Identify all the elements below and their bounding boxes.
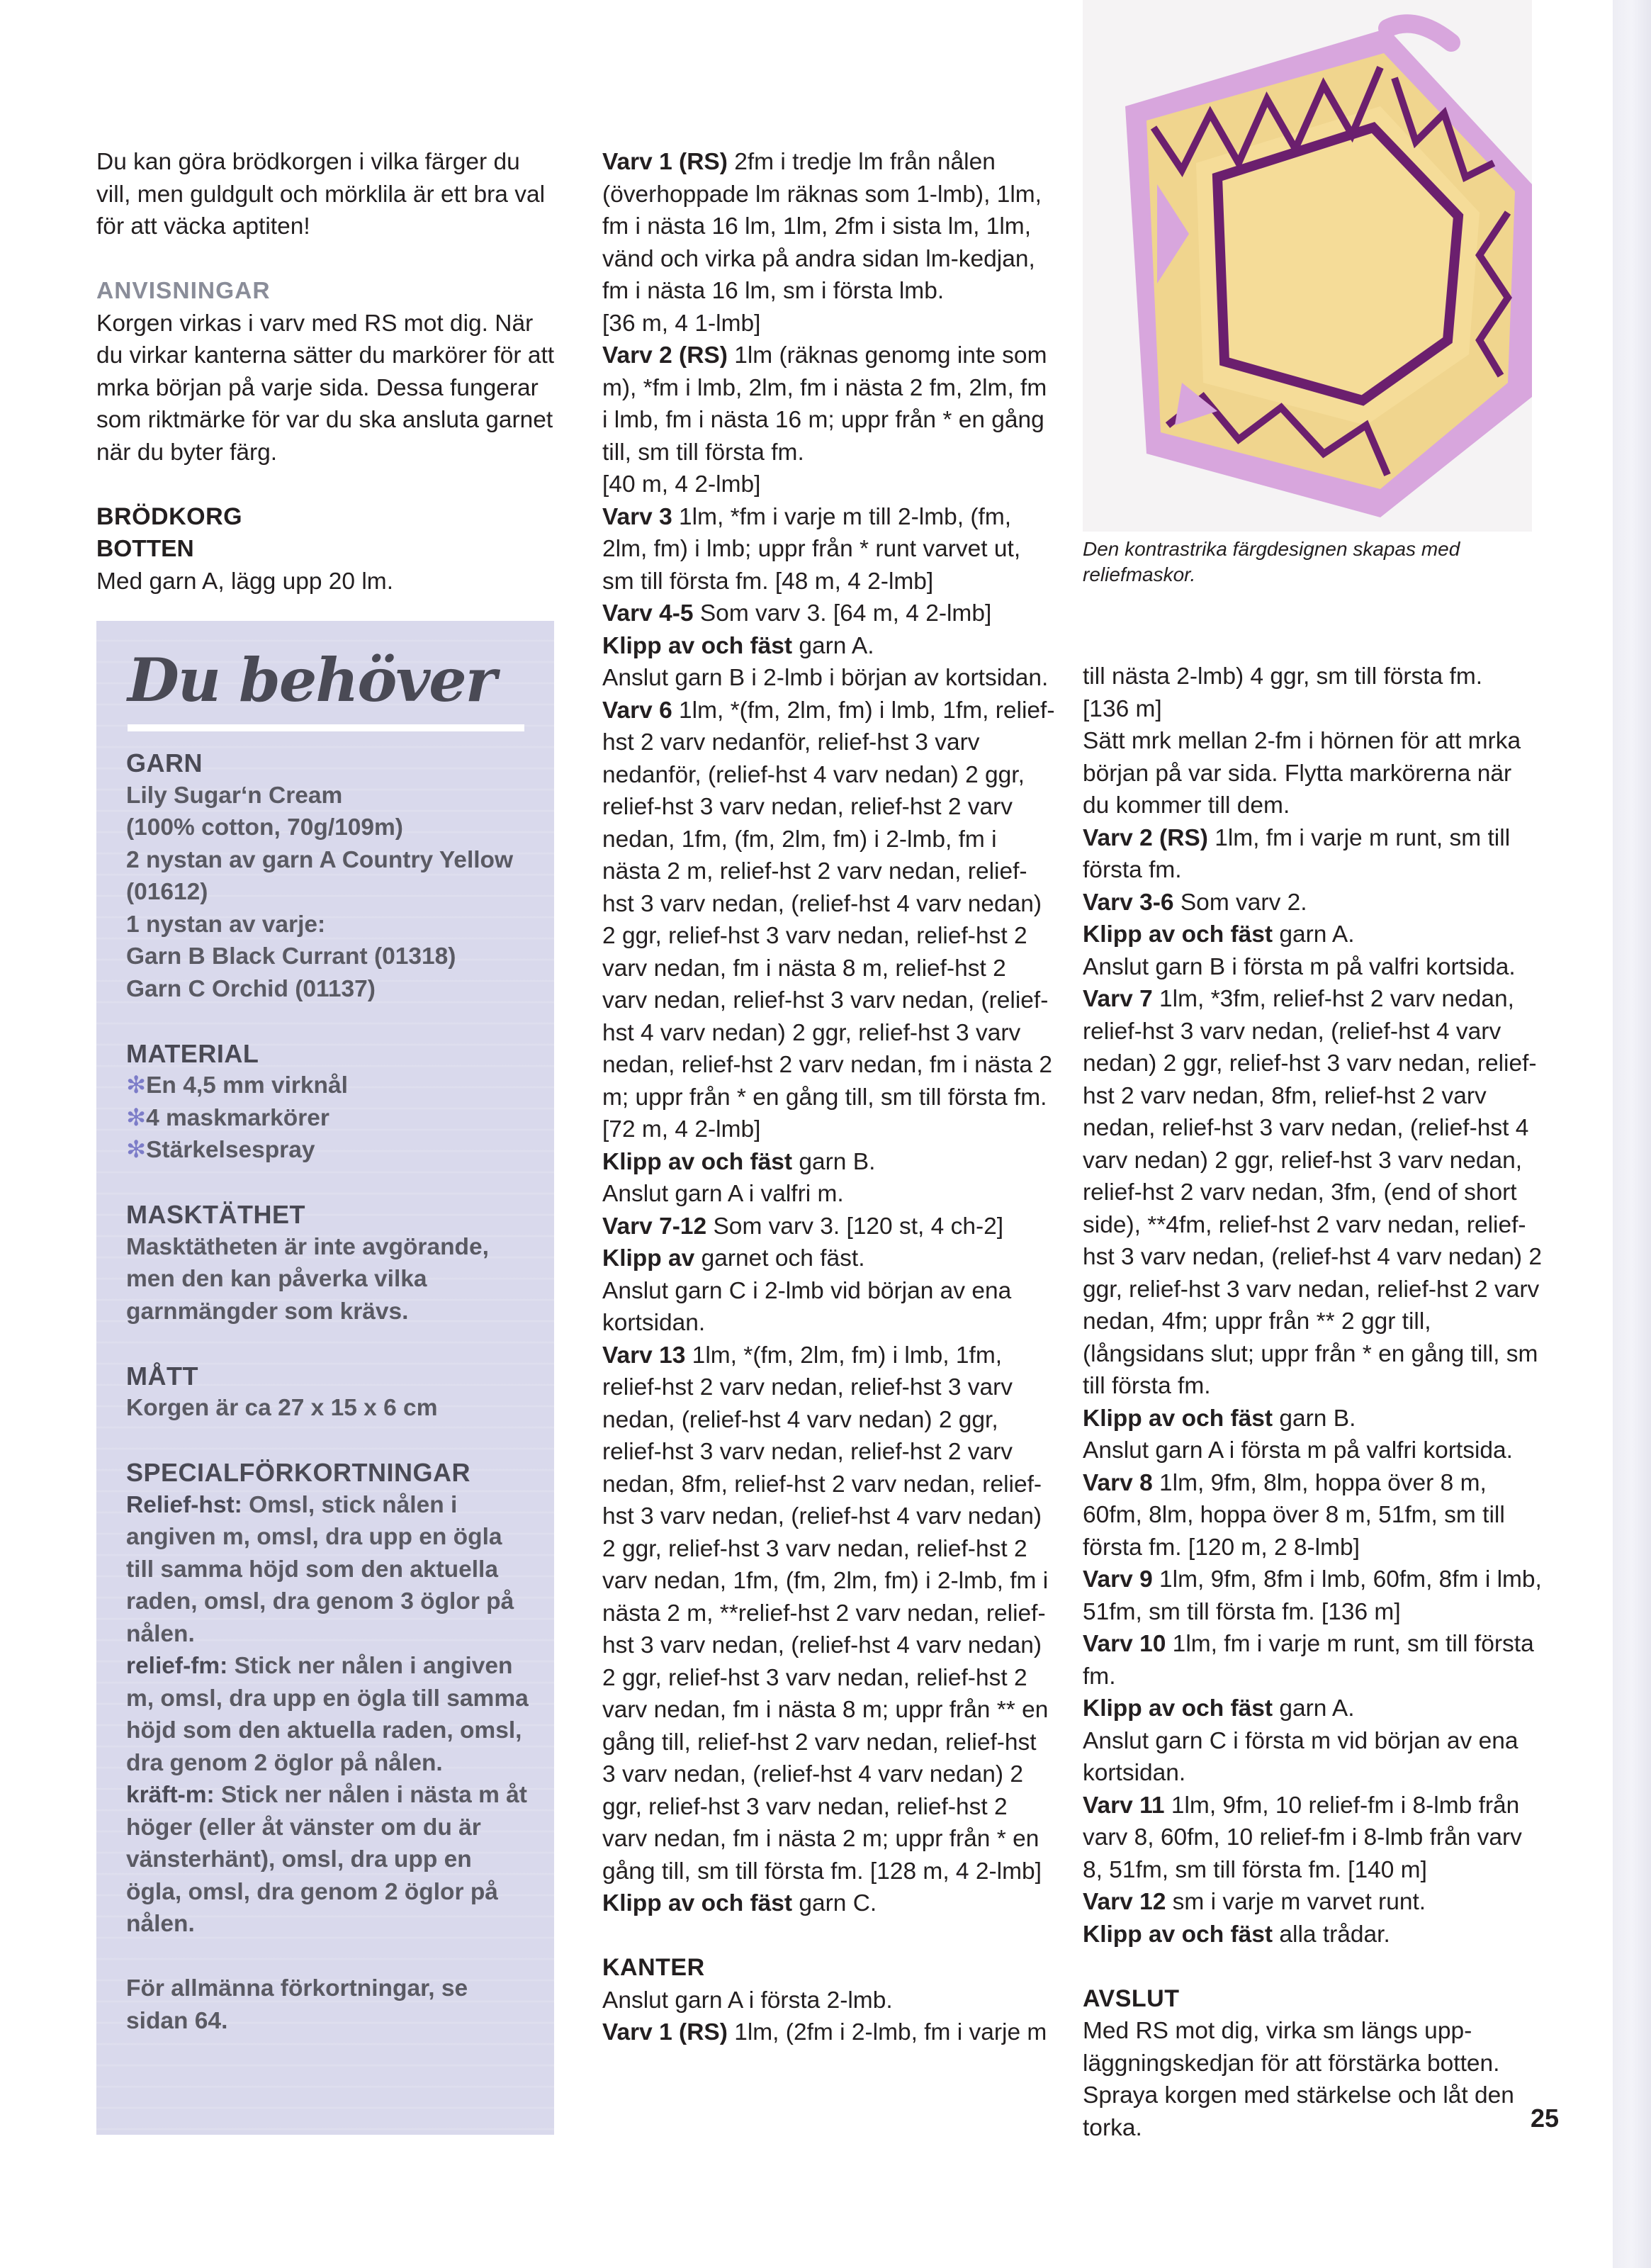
instruction-paragraph	[602, 1984, 1056, 2017]
instruction-paragraph	[1083, 693, 1543, 726]
instruction-text: Anslut garn C i 2-lmb vid början av ena kortsidan.	[602, 1277, 1012, 1336]
instruction-text: Anslut garn A i första m på valfri kortsida.	[1083, 1437, 1513, 1464]
instruction-text: [72 m, 4 2-lmb]	[602, 1116, 761, 1143]
instruction-paragraph	[602, 630, 1056, 663]
instruction-label: Varv 1 (RS)	[602, 149, 728, 175]
instruction-text: 1lm, *(fm, 2lm, fm) i lmb, 1fm, relief-hst 2 varv nedan, relief-hst 3 varv nedan, (relief-hst 4 varv nedan) 2 ggr, relief-hst 3 varv nedan, relief-hst 2 varv nedan, 8fm, relief-hst 2 varv nedan, relief-hst 3 varv nedan, (relief-hst 4 varv nedan) 2 ggr, relief-hst 3 varv nedan, relief-hst 2 varv nedan, 1fm, (fm, 2lm, fm) i 2-lmb, fm i nästa 2 m, **relief-hst 2 varv nedan, relief-hst 3 varv nedan, (relief-hst 4 varv nedan) 2 ggr, relief-hst 3 varv nedan, relief-hst 2 varv nedan, fm i nästa 8 m; uppr från ** en gång till, relief-hst 2 varv nedan, relief-hst 3 varv nedan, (relief-hst 4 varv nedan) 2 ggr, relief-hst 3 varv nedan, relief-hst 2 varv nedan, fm i nästa 2 m; uppr från * en gång till, sm till första fm. [128 m, 4 2-lmb]	[602, 1342, 1049, 1885]
instruction-paragraph	[1083, 1692, 1543, 1725]
instruction-text: 1lm (räknas genomg inte som m), *fm i lmb, 2lm, fm i nästa 2 fm, 2lm, fm i lmb, fm i nästa 16 m; uppr från * en gång till, sm till första fm.	[602, 342, 1047, 466]
instruction-paragraph	[1083, 1725, 1543, 1790]
asterisk-bullet-icon: ✻	[126, 1104, 147, 1131]
instruction-paragraph	[602, 501, 1056, 598]
instruction-paragraph	[602, 1242, 1056, 1275]
instruction-paragraph	[602, 2016, 1056, 2049]
asterisk-bullet-icon: ✻	[126, 1072, 147, 1099]
instruction-text: sm i varje m varvet runt.	[1166, 1889, 1426, 1915]
instruction-text: [40 m, 4 2-lmb]	[602, 471, 761, 498]
instruction-paragraph	[602, 1146, 1056, 1179]
materials-sidebar	[96, 621, 554, 2135]
botten-subheading: BOTTEN	[96, 536, 194, 562]
instruction-label: Klipp av och fäst	[1083, 1921, 1273, 1948]
abbreviation-definition	[126, 1779, 530, 1941]
instruction-label: Klipp av och fäst	[602, 1148, 793, 1175]
instruction-text: garn A.	[1273, 1695, 1355, 1722]
instruction-paragraph	[602, 1340, 1056, 1888]
instruction-text: Som varv 3. [120 st, 4 ch-2]	[706, 1213, 1004, 1240]
instruction-text: till nästa 2-lmb) 4 ggr, sm till första fm.	[1083, 663, 1483, 690]
abbreviation-term: Relief-hst:	[126, 1491, 242, 1518]
instruction-text: Sätt mrk mellan 2-fm i hörnen för att mrka början på var sida. Flytta markörerna när du kommer till dem.	[1083, 728, 1521, 819]
instruction-label: Varv 11	[1083, 1792, 1165, 1819]
sidebar-title-rule	[128, 724, 524, 731]
special-abbreviations	[126, 1489, 530, 1941]
instruction-text: 1lm, *(fm, 2lm, fm) i lmb, 1fm, relief-hst 2 varv nedanför, relief-hst 3 varv nedanför, (relief-hst 4 varv nedan) 2 ggr, relief-hst 3 varv nedan, relief-hst 2 varv nedan, 1fm, (fm, 2lm, fm) i 2-lmb, fm i nästa 2 m, relief-hst 2 varv nedan, relief-hst 3 varv nedan, (relief-hst 4 varv nedan) 2 ggr, relief-hst 3 varv nedan, relief-hst 2 varv nedan, fm i nästa 8 m, relief-hst 2 varv nedan, relief-hst 3 varv nedan, (relief-hst 4 varv nedan) 2 ggr, relief-hst 3 varv nedan, relief-hst 2 varv nedan, fm i nästa 2 m; uppr från * en gång till, sm till första fm.	[602, 697, 1055, 1111]
crochet-basket-illustration	[1083, 0, 1532, 532]
instruction-text: garn A.	[792, 632, 874, 659]
instruction-text: 1lm, *fm i varje m till 2-lmb, (fm, 2lm, fm) i lmb; uppr från * runt varvet ut, sm till första fm. [48 m, 4 2-lmb]	[602, 503, 1021, 595]
instruction-paragraph	[602, 339, 1056, 468]
instruction-label: Varv 6	[602, 697, 672, 724]
bread-basket-photo	[1083, 0, 1532, 532]
instruction-text: 1lm, 9fm, 8fm i lmb, 60fm, 8fm i lmb, 51fm, sm till första fm. [136 m]	[1083, 1566, 1542, 1625]
instruction-text: garn B.	[792, 1148, 876, 1175]
instruction-paragraph	[1083, 983, 1543, 1403]
instruction-paragraph	[1083, 725, 1543, 822]
botten-text: Med garn A, lägg upp 20 lm.	[96, 568, 394, 595]
instruction-paragraph	[602, 662, 1056, 695]
instruction-label: Varv 9	[1083, 1566, 1153, 1593]
instruction-label: Varv 13	[602, 1342, 686, 1369]
instruction-text: 1lm, fm i varje m runt, sm till första fm.	[1083, 824, 1511, 883]
instruction-paragraph	[1083, 1403, 1543, 1435]
abbreviation-definition	[126, 1489, 530, 1651]
garn-heading: GARN	[126, 748, 203, 777]
instruction-label: Varv 3	[602, 503, 672, 530]
instruction-paragraph	[1083, 1435, 1543, 1467]
material-item	[126, 1102, 530, 1135]
instruction-paragraph	[602, 695, 1056, 1114]
section-heading: AVSLUT	[1083, 1984, 1180, 2012]
instruction-label: Varv 1 (RS)	[602, 2019, 728, 2045]
section-heading: KANTER	[602, 1954, 705, 1981]
page-number: 25	[1531, 2104, 1560, 2133]
instruction-text: 1lm, (2fm i 2-lmb, fm i varje m	[727, 2019, 1047, 2045]
masktathet-heading: MASKTÄTHET	[126, 1200, 305, 1229]
instruction-label: Klipp av och fäst	[602, 632, 793, 659]
asterisk-bullet-icon: ✻	[126, 1137, 147, 1163]
special-heading: SPECIALFÖRKORTNINGAR	[126, 1458, 470, 1487]
instruction-label: Varv 10	[1083, 1631, 1166, 1657]
instruction-text: garnet och fäst.	[694, 1245, 865, 1271]
instruction-paragraph	[602, 146, 1056, 308]
instruction-paragraph	[1083, 661, 1543, 693]
instruction-paragraph	[602, 1275, 1056, 1340]
material-item	[126, 1134, 530, 1167]
instruction-text: Med RS mot dig, virka sm längs upp-läggningskedjan för att förstärka botten. Spraya korgen med stärkelse och låt den torka.	[1083, 2018, 1514, 2141]
instruction-label: Klipp av och fäst	[1083, 921, 1273, 948]
instruction-text: Anslut garn A i valfri m.	[602, 1181, 844, 1207]
paragraph-gap	[1083, 1950, 1543, 1983]
instruction-text: [36 m, 4 1-lmb]	[602, 310, 761, 337]
instruction-label: Varv 7-12	[602, 1213, 707, 1240]
instruction-paragraph	[602, 1178, 1056, 1211]
abbreviation-term: relief-fm:	[126, 1653, 228, 1679]
instruction-paragraph	[602, 1887, 1056, 1920]
garn-list	[126, 780, 530, 1006]
sidebar-body	[126, 747, 530, 2037]
material-heading: MATERIAL	[126, 1038, 259, 1068]
garn-line: Garn C Orchid (01137)	[126, 975, 376, 1002]
instruction-text: Anslut garn C i första m vid början av ena kortsidan.	[1083, 1727, 1518, 1786]
instruction-label: Varv 4-5	[602, 600, 694, 627]
instruction-paragraph	[602, 308, 1056, 340]
instruction-text: garn B.	[1273, 1405, 1356, 1432]
brodkorg-heading: BRÖDKORG	[96, 503, 243, 530]
instruction-paragraph	[1083, 1628, 1543, 1692]
garn-line: Garn B Black Currant (01318)	[126, 943, 456, 970]
material-item	[126, 1070, 530, 1102]
instruction-paragraph	[602, 468, 1056, 501]
garn-line: 2 nystan av garn A Country Yellow (01612)	[126, 846, 514, 905]
abbreviation-term: kräft-m:	[126, 1782, 215, 1808]
instruction-text: [136 m]	[1083, 695, 1162, 722]
right-column	[1083, 661, 1543, 2144]
general-abbreviations-note: För allmänna förkortningar, se sidan 64.	[126, 1975, 468, 2034]
instruction-label: Varv 8	[1083, 1469, 1153, 1496]
material-item-text: 4 maskmarkörer	[146, 1104, 329, 1131]
instruction-text: Anslut garn B i 2-lmb i början av kortsidan.	[602, 665, 1049, 691]
intro-text: Du kan göra brödkorgen i vilka färger du vill, men guldgult och mörklila är ett bra val för att väcka aptiten!	[96, 149, 546, 240]
sidebar-title: Du behöver	[128, 645, 495, 715]
instruction-label: Varv 7	[1083, 986, 1153, 1012]
instruction-label: Klipp av och fäst	[1083, 1695, 1273, 1722]
instruction-paragraph	[1083, 1790, 1543, 1887]
anvisningar-heading: ANVISNINGAR	[96, 278, 271, 304]
instruction-label: Varv 3-6	[1083, 889, 1174, 916]
instruction-label: Klipp av och fäst	[1083, 1405, 1273, 1432]
garn-line: 1 nystan av varje:	[126, 911, 326, 938]
middle-column	[602, 146, 1056, 2049]
instruction-text: 1lm, 9fm, 10 relief-fm i 8-lmb från varv 8, 60fm, 10 relief-fm i 8-lmb från varv 8, 51fm, sm till första fm. [140 m]	[1083, 1792, 1522, 1883]
material-item-text: Stärkelsespray	[146, 1137, 315, 1163]
instruction-text: Anslut garn B i första m på valfri kortsida.	[1083, 953, 1516, 980]
instruction-text: 2fm i tredje lm från nålen (överhoppade lm räknas som 1-lmb), 1lm, fm i nästa 16 lm, 1lm, 2fm i sista lm, 1lm, vänd och virka på andra sidan lm-kedjan, fm i nästa 16 lm, sm i första lmb.	[602, 149, 1042, 304]
instruction-text: garn A.	[1273, 921, 1355, 948]
abbreviation-text: Stick ner nålen i nästa m åt höger (eller åt vänster om du är vänsterhänt), omsl, dra upp en ögla, omsl, dra genom 2 öglor på nålen.	[126, 1782, 527, 1937]
instruction-paragraph	[602, 597, 1056, 630]
photo-caption: Den kontrastrika färgdesignen skapas med reliefmaskor.	[1083, 538, 1460, 585]
instruction-paragraph	[602, 1113, 1056, 1146]
instruction-paragraph	[1083, 2015, 1543, 2144]
instruction-paragraph	[1083, 1886, 1543, 1919]
abbreviation-text: Omsl, stick nålen i angiven m, omsl, dra upp en ögla till samma höjd som den aktuella raden, omsl, dra genom 3 öglor på nålen.	[126, 1491, 514, 1647]
paragraph-gap	[602, 1920, 1056, 1953]
instruction-paragraph	[1083, 919, 1543, 951]
material-list	[126, 1070, 530, 1167]
page-edge-strip	[1613, 0, 1651, 2268]
garn-line: Lily Sugar‘n Cream	[126, 782, 343, 809]
instruction-label: Varv 2 (RS)	[1083, 824, 1208, 851]
instruction-paragraph	[1083, 822, 1543, 887]
instruction-text: 1lm, *3fm, relief-hst 2 varv nedan, relief-hst 3 varv nedan, (relief-hst 4 varv nedan) 2 ggr, relief-hst 3 varv nedan, relief-hst 2 varv nedan, 8fm, relief-hst 2 varv nedan, relief-hst 3 varv nedan, (relief-hst 4 varv nedan) 2 ggr, relief-hst 3 varv nedan, relief-hst 2 varv nedan, 3fm, (end of short side), **4fm, relief-hst 2 varv nedan, relief-hst 3 varv nedan, (relief-hst 4 varv nedan) 2 ggr, relief-hst 3 varv nedan, relief-hst 2 varv nedan, 4fm; uppr från ** 2 ggr till, (långsidans slut; uppr från * en gång till, sm till första fm.	[1083, 986, 1542, 1399]
garn-line: (100% cotton, 70g/109m)	[126, 814, 403, 841]
instruction-paragraph	[1083, 1564, 1543, 1628]
instruction-text: Anslut garn A i första 2-lmb.	[602, 1987, 893, 2014]
instruction-label: Klipp av och fäst	[602, 1890, 793, 1916]
instruction-paragraph	[1083, 1467, 1543, 1564]
matt-text: Korgen är ca 27 x 15 x 6 cm	[126, 1395, 438, 1421]
instruction-text: 1lm, fm i varje m runt, sm till första fm.	[1083, 1631, 1534, 1690]
matt-heading: MÅTT	[126, 1361, 198, 1391]
anvisningar-text: Korgen virkas i varv med RS mot dig. När du virkar kanterna sätter du markörer för att mrka början på varje sida. Dessa fungerar som riktmärke för var du ska ansluta garnet när du byter färg.	[96, 310, 555, 466]
instruction-paragraph	[1083, 887, 1543, 919]
instruction-label: Klipp av	[602, 1245, 695, 1271]
masktathet-text: Masktätheten är inte avgörande, men den kan påverka vilka garnmängder som krävs.	[126, 1233, 489, 1325]
instruction-paragraph	[1083, 951, 1543, 984]
instruction-label: Varv 12	[1083, 1889, 1166, 1915]
instruction-text: Som varv 3. [64 m, 4 2-lmb]	[693, 600, 992, 627]
instruction-text: Som varv 2.	[1173, 889, 1307, 916]
material-item-text: En 4,5 mm virknål	[146, 1072, 348, 1099]
instruction-text: garn C.	[792, 1890, 877, 1916]
abbreviation-definition	[126, 1650, 530, 1779]
instruction-label: Varv 2 (RS)	[602, 342, 728, 369]
instruction-paragraph	[602, 1211, 1056, 1243]
abbreviation-text: Stick ner nålen i angiven m, omsl, dra upp en ögla till samma höjd som den aktuella raden, omsl, dra genom 2 öglor på nålen.	[126, 1653, 529, 1776]
instruction-text: alla trådar.	[1273, 1921, 1390, 1948]
instruction-text: 1lm, 9fm, 8lm, hoppa över 8 m, 60fm, 8lm, hoppa över 8 m, 51fm, sm till första fm. [120 m, 2 8-lmb]	[1083, 1469, 1505, 1561]
instruction-paragraph	[1083, 1919, 1543, 1951]
left-column	[96, 146, 557, 597]
